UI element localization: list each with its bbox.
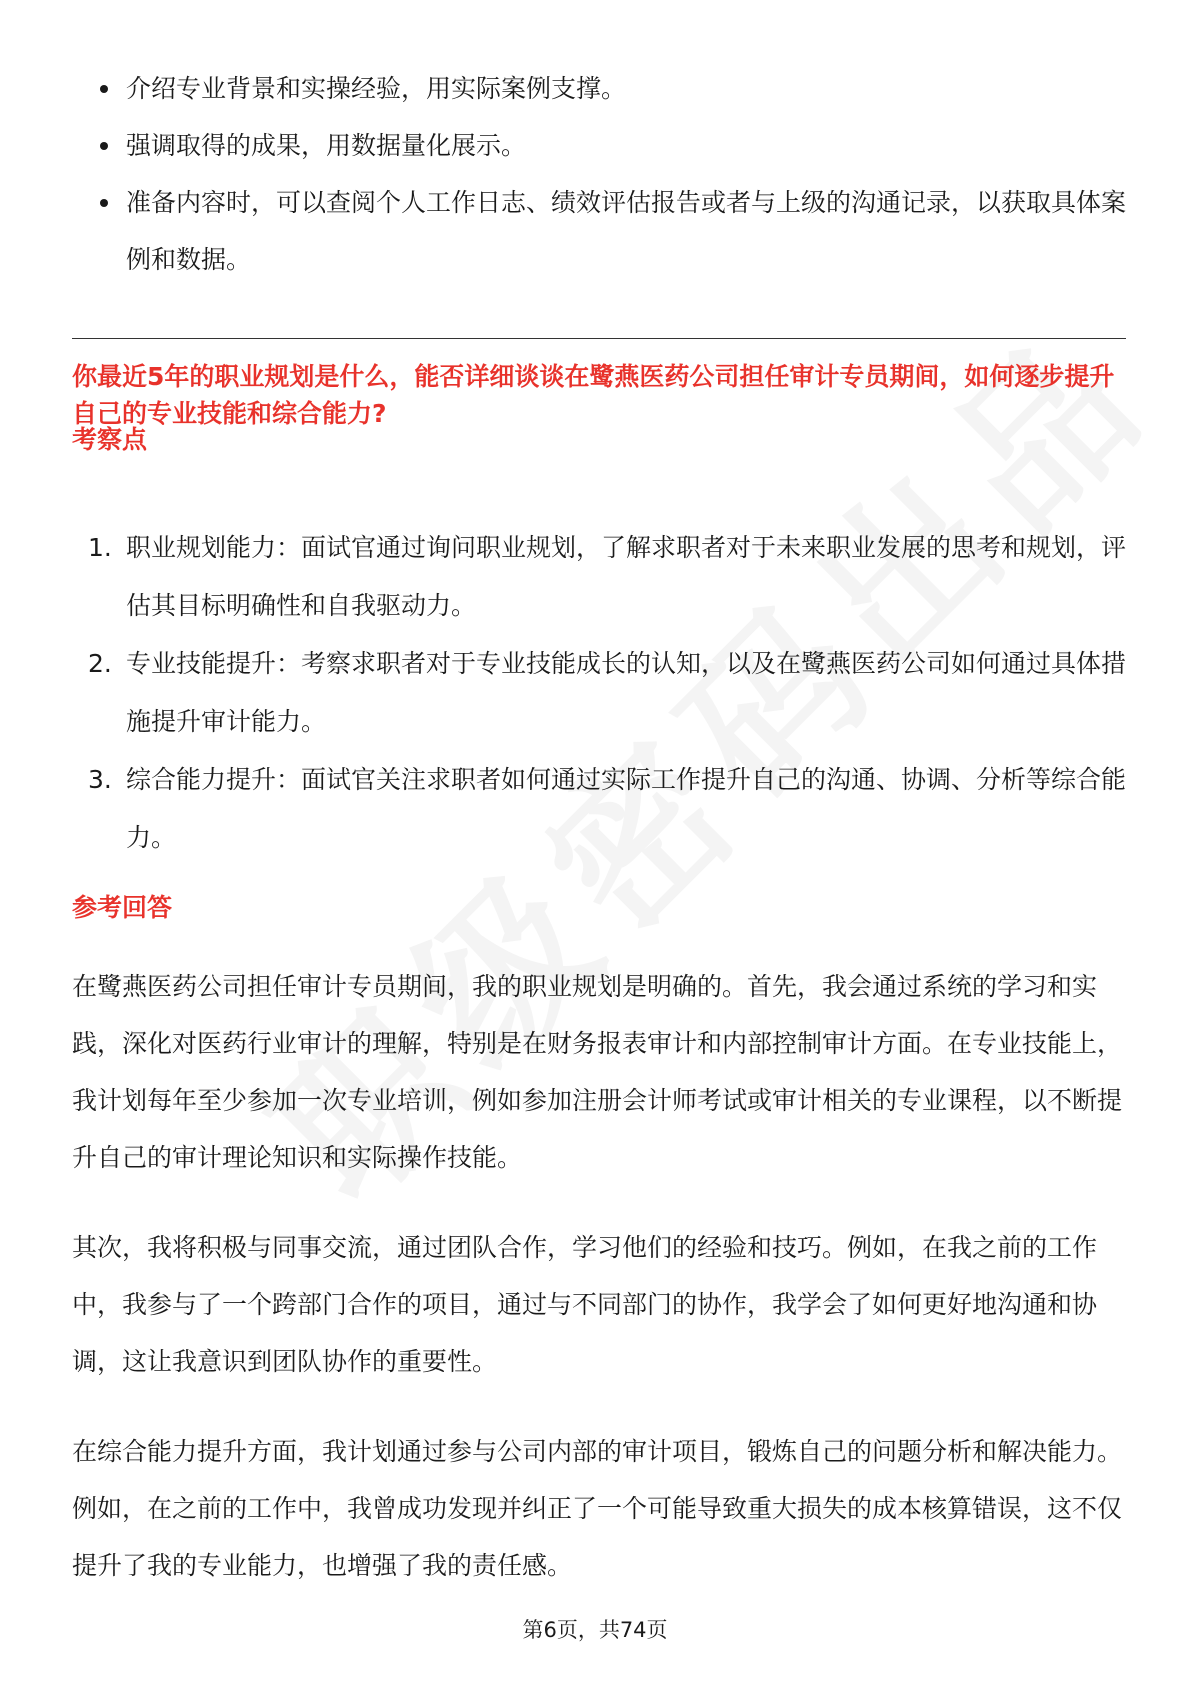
item-text: 综合能力提升：面试官关注求职者如何通过实际工作提升自己的沟通、协调、分析等综合能力。	[126, 765, 1127, 852]
bullet-text: 强调取得的成果，用数据量化展示。	[126, 131, 527, 160]
answer-heading: 参考回答	[72, 893, 173, 922]
item-text: 专业技能提升：考察求职者对于专业技能成长的认知，以及在鹭燕医药公司如何通过具体措施提升审计能力。	[126, 649, 1127, 736]
assessment-heading: 考察点	[72, 425, 148, 454]
bullet-dot-icon	[100, 85, 108, 93]
list-item	[96, 174, 1126, 288]
list-item	[72, 519, 1126, 635]
list-item	[72, 635, 1126, 751]
interview-question: 你最近5年的职业规划是什么，能否详细谈谈在鹭燕医药公司担任审计专员期间，如何逐步提升自己的专业技能和综合能力?	[72, 362, 1115, 428]
answer-paragraph: 在鹭燕医药公司担任审计专员期间，我的职业规划是明确的。首先，我会通过系统的学习和实践，深化对医药行业审计的理解，特别是在财务报表审计和内部控制审计方面。在专业技能上，我计划每年至少参加一次专业培训，例如参加注册会计师考试或审计相关的专业课程，以不断提升自己的审计理论知识和实际操作技能。	[72, 972, 1123, 1172]
list-item	[72, 751, 1126, 867]
list-item	[96, 60, 1126, 117]
tips-bullet-list	[96, 60, 1126, 288]
item-number: 3.	[88, 765, 112, 794]
item-text: 职业规划能力：面试官通过询问职业规划，了解求职者对于未来职业发展的思考和规划，评估其目标明确性和自我驱动力。	[126, 533, 1127, 620]
bullet-text: 准备内容时，可以查阅个人工作日志、绩效评估报告或者与上级的沟通记录，以获取具体案例和数据。	[126, 188, 1127, 274]
bullet-dot-icon	[100, 142, 108, 150]
assessment-list	[72, 519, 1126, 867]
answer-paragraph: 其次，我将积极与同事交流，通过团队合作，学习他们的经验和技巧。例如，在我之前的工作中，我参与了一个跨部门合作的项目，通过与不同部门的协作，我学会了如何更好地沟通和协调，这让我意识到团队协作的重要性。	[72, 1233, 1098, 1376]
item-number: 2.	[88, 649, 112, 678]
bullet-text: 介绍专业背景和实操经验，用实际案例支撑。	[126, 74, 627, 103]
bullet-dot-icon	[100, 199, 108, 207]
page-number: 第6页，共74页	[522, 1618, 668, 1642]
answer-paragraph: 在综合能力提升方面，我计划通过参与公司内部的审计项目，锻炼自己的问题分析和解决能力。例如，在之前的工作中，我曾成功发现并纠正了一个可能导致重大损失的成本核算错误，这不仅提升了我的专业能力，也增强了我的责任感。	[72, 1437, 1123, 1580]
item-number: 1.	[88, 533, 112, 562]
section-divider	[72, 338, 1126, 339]
list-item	[96, 117, 1126, 174]
